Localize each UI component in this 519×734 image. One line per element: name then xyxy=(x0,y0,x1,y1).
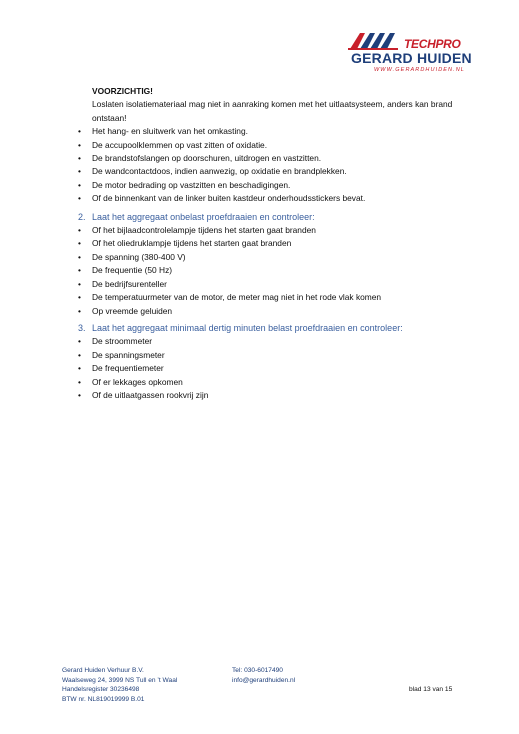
list-item: • Of de uitlaatgassen rookvrij zijn xyxy=(78,389,209,400)
list-item: • Of het oliedruklampje tijdens het starten gaat branden xyxy=(78,238,292,249)
list-item: • De spanningsmeter xyxy=(78,349,165,360)
warning-title: VOORZICHTIG! xyxy=(92,86,153,96)
list-item: • De frequentie (50 Hz) xyxy=(78,265,173,276)
section2-heading-text: Laat het aggregaat onbelast proefdraaien en controleer: xyxy=(92,211,315,222)
section2-heading xyxy=(78,211,478,224)
list-item: • Op vreemde geluiden xyxy=(78,305,173,316)
list-item: • De wandcontactdoos, indien aanwezig, op oxidatie en brandplekken. xyxy=(78,166,347,177)
logo-url: WWW.GERARDHUIDEN.NL xyxy=(374,67,465,73)
warning-text: Loslaten isolatiemateriaal mag niet in aanraking komen met het uitlaatsysteem, anders kan brand ontstaan! xyxy=(92,99,453,123)
footer-company: Gerard Huiden Verhuur B.V. xyxy=(62,667,144,674)
footer-address: Waalseweg 24, 3999 NS Tull en ’t Waal xyxy=(62,676,178,684)
section2-list xyxy=(78,224,478,318)
section3-number: 3. xyxy=(78,322,86,333)
list-item: • De spanning (380-400 V) xyxy=(78,251,186,262)
section1-list xyxy=(78,125,478,205)
document-body xyxy=(78,85,478,402)
list-item: • De temperatuurmeter van de motor, de meter mag niet in het rode vlak komen xyxy=(78,292,382,303)
list-item: • Het hang- en sluitwerk van het omkasting. xyxy=(78,126,248,137)
logo-mark-icon xyxy=(348,31,408,51)
section3-heading xyxy=(78,322,478,335)
logo-techpro-text: TECHPRO xyxy=(404,37,461,51)
list-item: • De motor bedrading op vastzitten en beschadigingen. xyxy=(78,179,291,190)
section3-list xyxy=(78,335,478,402)
company-logo xyxy=(348,31,472,77)
footer-vat: BTW nr. NL819019999 B.01 xyxy=(62,695,145,703)
list-item: • De bedrijfsurenteller xyxy=(78,278,167,289)
warning-block xyxy=(78,85,478,125)
footer-contact xyxy=(232,666,352,685)
list-item: • Of er lekkages opkomen xyxy=(78,376,183,387)
list-item: • De brandstofslangen op doorschuren, uitdrogen en vastzitten. xyxy=(78,153,322,164)
footer-company-info xyxy=(62,666,232,704)
list-item: • De accupoolklemmen op vast zitten of oxidatie. xyxy=(78,139,268,150)
list-item: • De frequentiemeter xyxy=(78,363,164,374)
footer-phone: Tel: 030-6017490 xyxy=(232,667,283,674)
list-item: • Of de binnenkant van de linker buiten kastdeur onderhoudsstickers bevat. xyxy=(78,193,366,204)
footer-email[interactable]: info@gerardhuiden.nl xyxy=(232,676,296,684)
list-item: • Of het bijlaadcontrolelampje tijdens het starten gaat branden xyxy=(78,225,316,236)
page-number: blad 13 van 15 xyxy=(409,686,453,693)
section2-number: 2. xyxy=(78,211,86,222)
list-item: • De stroommeter xyxy=(78,336,153,347)
footer-registry: Handelsregister 30236498 xyxy=(62,686,140,693)
section3-heading-text: Laat het aggregaat minimaal dertig minuten belast proefdraaien en controleer: xyxy=(92,322,403,333)
logo-brand-name: GERARD HUIDEN xyxy=(351,50,472,66)
